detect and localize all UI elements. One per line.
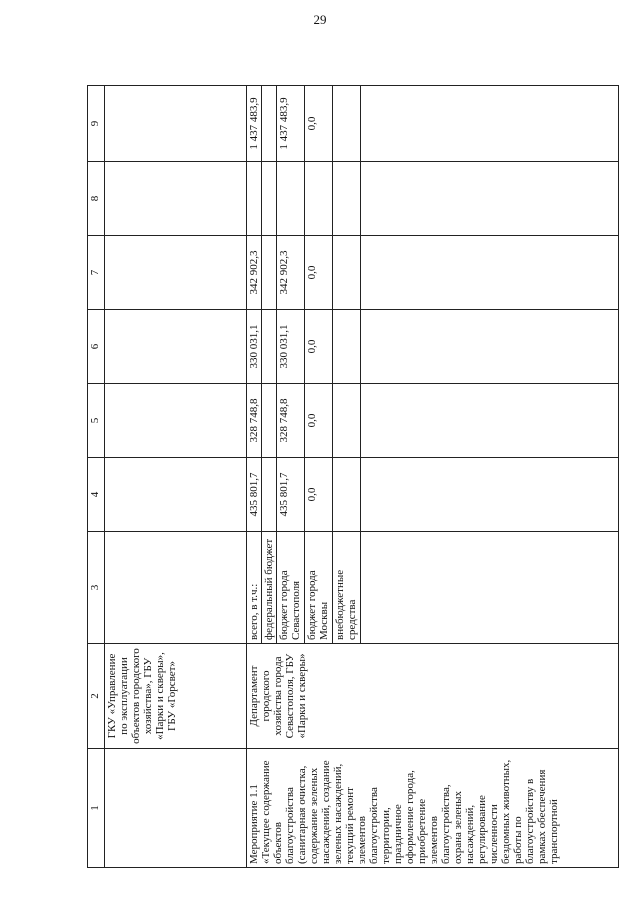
gku-row: [105, 86, 247, 868]
cell-value: [333, 310, 361, 384]
row-label: всего, в т.ч.:: [247, 532, 262, 644]
cell-value: 0,0: [305, 236, 333, 310]
cell-value: 0,0: [305, 86, 333, 162]
cell-value: 328 748,8: [247, 384, 262, 458]
cell-value: [262, 310, 277, 384]
cell-value: 0,0: [305, 384, 333, 458]
table-row: [247, 86, 262, 868]
cell-value: 435 801,7: [247, 458, 262, 532]
row-label: внебюджетные средства: [333, 532, 361, 644]
cell-value: 0,0: [305, 310, 333, 384]
cell-value: [262, 384, 277, 458]
cell-value: [333, 86, 361, 162]
cell-value: [333, 384, 361, 458]
header-col-4: 4: [88, 458, 105, 532]
cell-value: [333, 458, 361, 532]
gku-col1: [105, 749, 247, 868]
budget-table: [87, 85, 619, 868]
cell-value: 1 437 483,9: [247, 86, 262, 162]
gku-executor: ГКУ «Управление по эксплуатации объектов городского хозяйства», ГБУ «Парки и скверы», ГБУ «Горсвет»: [105, 644, 247, 749]
cell-value: 330 031,1: [277, 310, 305, 384]
header-col-1: 1: [88, 749, 105, 868]
cell-value: 330 031,1: [247, 310, 262, 384]
cell-value: 342 902,3: [277, 236, 305, 310]
row-label: федеральный бюджет: [262, 532, 277, 644]
event-description: Мероприятие 1.1 «Текущее содержание объектов благоустройства (санитарная очистка, содержание зеленых насаждений, создание зеленых насаждений, текущий ремонт элементов благоустройства территории, праздничное оформление города, приобретение элементов благоустройства, охрана зеленых насаждений, регулирование численности бездомных животных, работы по благоустройству в рамках обеспечения транспортной: [247, 749, 619, 868]
cell-value: [262, 236, 277, 310]
cell-value: [262, 458, 277, 532]
header-col-7: 7: [88, 236, 105, 310]
row-label: бюджет города Севастополя: [277, 532, 305, 644]
header-col-9: 9: [88, 86, 105, 162]
header-row: [88, 86, 105, 868]
cell-value: 328 748,8: [277, 384, 305, 458]
header-col-8: 8: [88, 162, 105, 236]
cell-value: [333, 236, 361, 310]
header-col-3: 3: [88, 532, 105, 644]
header-col-5: 5: [88, 384, 105, 458]
cell-value: [262, 162, 277, 236]
cell-value: [305, 162, 333, 236]
cell-value: [277, 162, 305, 236]
page-number: 29: [313, 12, 327, 27]
header-col-6: 6: [88, 310, 105, 384]
cell-value: [247, 162, 262, 236]
cell-value: 342 902,3: [247, 236, 262, 310]
cell-value: 0,0: [305, 458, 333, 532]
cell-value: [262, 86, 277, 162]
row-label: бюджет города Москвы: [305, 532, 333, 644]
cell-value: 435 801,7: [277, 458, 305, 532]
budget-table-rotated: [87, 86, 619, 868]
cell-value: [333, 162, 361, 236]
cell-value: 1 437 483,9: [277, 86, 305, 162]
event-executor: Департамент городского хозяйства города Севастополя, ГБУ «Парки и скверы»: [247, 644, 619, 749]
header-col-2: 2: [88, 644, 105, 749]
